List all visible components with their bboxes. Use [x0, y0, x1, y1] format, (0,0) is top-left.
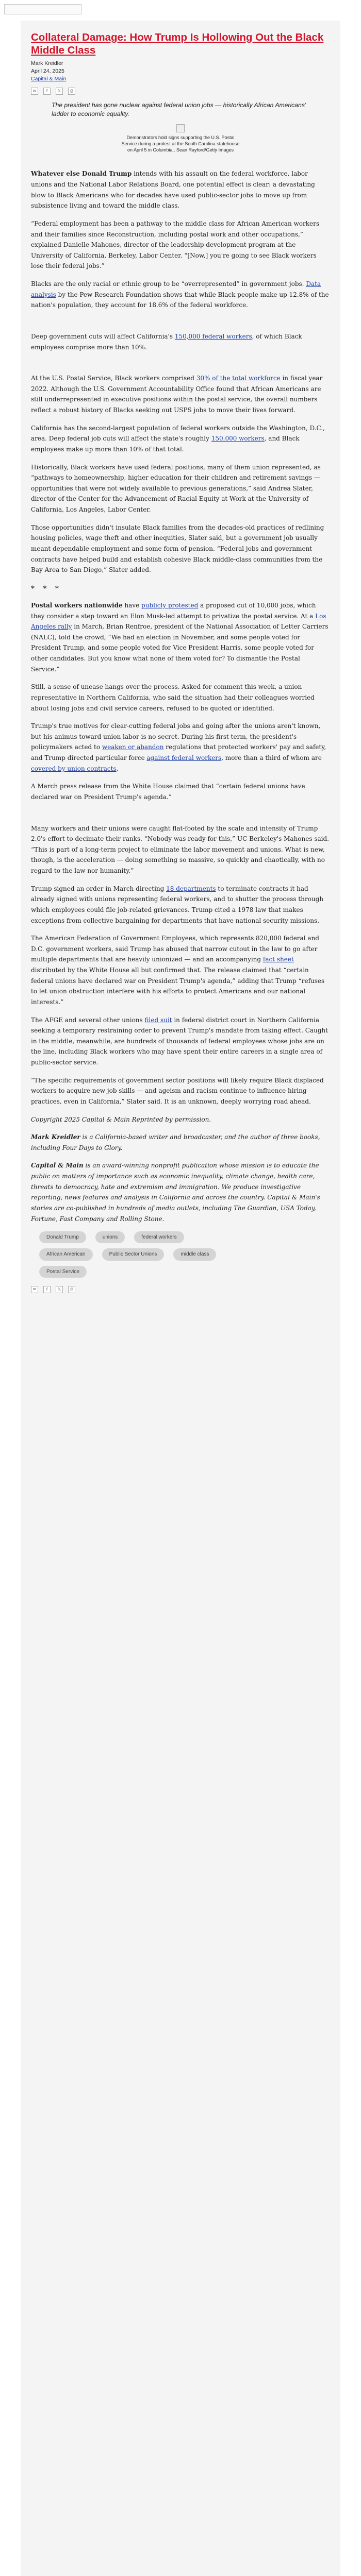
- article-card: [21, 21, 340, 2576]
- copyright-text: Copyright 2025 Capital & Main Reprinted by permission.: [31, 1115, 211, 1123]
- paragraph-6: [31, 423, 330, 455]
- los-angeles-rally-link[interactable]: Los Angeles rally: [31, 612, 326, 631]
- share-email-icon[interactable]: ✉: [31, 88, 38, 95]
- paragraph-14-text-a: Trump signed an order in March directing: [31, 885, 167, 892]
- paragraph-6-text-b: , and Black employees make up more than 10% of that total.: [31, 435, 300, 453]
- share-print-icon[interactable]: ⎙: [68, 88, 75, 95]
- paragraph-11-text-d: .: [116, 765, 119, 772]
- tag-item[interactable]: federal workers: [134, 1231, 184, 1243]
- photo-caption: Demonstrators hold signs supporting the U.S. Postal Service during a protest at the South Carolina statehouse on April 5 in Columbia.. Sean Rayford/Getty Images: [121, 135, 240, 153]
- article-photo: [176, 124, 185, 132]
- workforce-share-link[interactable]: 30% of the total workforce: [196, 375, 281, 382]
- tag-item[interactable]: Postal Service: [39, 1266, 87, 1278]
- share-row-bottom: [31, 1286, 330, 1293]
- author-bio: [31, 1132, 330, 1153]
- paragraph-12: A March press release from the White House claimed that “certain federal unions have declared war on President Trump's agenda.”: [31, 783, 305, 801]
- weaken-or-abandon-link[interactable]: weaken or abandon: [102, 743, 164, 751]
- paragraph-1-text: intends with his assault on the federal workforce, labor unions and the National Labor Relations Board, one potential effect is clear: a devastating blow to Black Americans who for decades have used public-sector jobs to move up from subsistence living and toward the middle class.: [31, 170, 315, 210]
- article-author: Mark Kreidler: [31, 60, 63, 66]
- paragraph-2: “Federal employment has been a pathway to the middle class for African American workers and their families since Reconstruction, including postal work and other occupations,” explained Danielle Mahones, director of the leadership development program at the University of California, Berkeley, Labor Center. “[Now,] you're going to see Black workers lose their federal jobs.”: [31, 219, 319, 270]
- paragraph-10: Still, a sense of unease hangs over the process. Asked for comment this week, a union representative in Northern California, who said the situation had their colleagues worried about losing jobs and civil service careers, refused to be quoted or identified.: [31, 683, 315, 712]
- section-separator: * * *: [31, 584, 62, 593]
- share-row-top: [31, 88, 330, 95]
- publicly-protested-link[interactable]: publicly protested: [141, 601, 199, 609]
- paragraph-11-text-a: Trump's true motives for clear-cutting federal jobs and going after the unions aren't known, but his animus toward union labor is no secret. During his first term, the president's policymakers acted to: [31, 722, 321, 751]
- paragraph-9: [31, 600, 330, 674]
- california-workers-link[interactable]: 150,000 workers: [211, 435, 265, 443]
- share-twitter-icon[interactable]: 𝕏: [56, 88, 63, 95]
- share-email-icon[interactable]: ✉: [31, 1286, 38, 1293]
- paragraph-8: Those opportunities didn't insulate Black families from the decades-old practices of redlining housing policies, wage theft and other inequities, Slater said, but a government job usually meant dependable employment and some form of pension. “Federal jobs and government contracts have helped build and establish cohesive Black middle-class communities from the Bay Area to San Diego,” Slater added.: [31, 523, 324, 574]
- paragraph-5: [31, 373, 330, 416]
- share-twitter-icon[interactable]: 𝕏: [56, 1286, 63, 1293]
- paragraph-11: [31, 721, 330, 774]
- paragraph-9-text-c: in March, Brian Renfroe, president of the National Association of Letter Carriers (NALC), told the crowd, “We had an election in November, and some people voted for President Trump, and some people voted for Vice President Harris, some people voted for other candidates. But you know what none of them voted for? To dismantle the Postal Service.”: [31, 623, 329, 673]
- author-bio-text: is a California-based writer and broadcaster, and the author of three books, including Four Days to Glory.: [31, 1133, 320, 1151]
- tag-item[interactable]: middle class: [173, 1248, 216, 1260]
- paragraph-17: “The specific requirements of government sector positions will likely require Black displaced workers to acquire new job skills — and ageism and racism continue to influence hiring practices, even in California,” Slater said. It is an unknown, deeply worrying road ahead.: [31, 1076, 324, 1105]
- article-date: April 24, 2025: [31, 68, 64, 75]
- share-print-icon[interactable]: ⎙: [68, 1286, 75, 1293]
- paragraph-14-text-b: to terminate contracts it had already signed with unions representing federal workers, and to shutter the process through which employees could file job-related grievances. Trump cited a 1978 law that makes exceptions from collective bargaining for departments that have national security missions.: [31, 885, 324, 924]
- paragraph-14: [31, 884, 330, 926]
- paragraph-15-text-a: The American Federation of Government Employees, which represents 820,000 federal and D.C. government workers, said Trump has abused that narrow cutout in the law to go after multiple departments that are heavily unionized — and an accompanying: [31, 935, 319, 963]
- paragraph-3-text-b: by the Pew Research Foundation shows that while Black people make up 12.8% of the nation's population, they account for 18.6% of the federal workforce.: [31, 291, 329, 309]
- article-figure: [119, 124, 242, 153]
- paragraph-4-text-b: , of which Black employees comprise more than 10%.: [31, 332, 302, 351]
- paragraph-7: Historically, Black workers have used federal positions, many of them union represented, as “pathways to homeownership, higher education for their children and retirement savings — opportunities that were not widely available to previous generations,” said Andrea Slater, director of the Center for the Advancement of Racial Equity at Work at the University of California, Los Angeles, Labor Center.: [31, 463, 321, 514]
- against-federal-workers-link[interactable]: against federal workers: [146, 754, 222, 762]
- tag-item[interactable]: Public Sector Unions: [102, 1248, 165, 1260]
- copyright-note: [31, 1114, 330, 1125]
- paragraph-6-text-a: California has the second-largest population of federal workers outside the Washington, D.C., area. Deep federal job cuts will affect the state's roughly: [31, 424, 325, 443]
- paragraph-1-lead: Whatever else Donald Trump: [31, 170, 132, 178]
- paragraph-16-text-a: The AFGE and several other unions: [31, 1016, 145, 1024]
- article-outlet-link[interactable]: Capital & Main: [31, 76, 67, 82]
- tag-item[interactable]: unions: [95, 1231, 125, 1243]
- share-facebook-icon[interactable]: f: [43, 1286, 51, 1293]
- tag-item[interactable]: African American: [39, 1248, 93, 1260]
- federal-workers-link[interactable]: 150,000 federal workers: [174, 332, 252, 340]
- tag-item[interactable]: Donald Trump: [39, 1231, 86, 1243]
- fact-sheet-link[interactable]: fact sheet: [262, 956, 294, 963]
- paragraph-15-text-b: distributed by the White House all but confirmed that. The release claimed that “certain federal unions have declared war on President Trump's agenda,” adding that Trump “refuses to let union obstruction interfere with his efforts to protect Americans and our national interests.”: [31, 967, 325, 1006]
- paragraph-3: [31, 279, 330, 311]
- outlet-about-text: is an award-winning nonprofit publication whose mission is to educate the public on matters of importance such as economic inequality, climate change, health care, threats to democracy, hate and extremism and immigration. We produce investigative reporting, news features and analysis in California and across the country. Capital & Main's stories are co-published in hundreds of media outlets, including The Guardian, USA Today, Fortune, Fast Company and Rolling Stone.: [31, 1162, 320, 1223]
- filed-suit-link[interactable]: filed suit: [144, 1016, 172, 1024]
- paragraph-11-text-c: , more than a third of whom are: [221, 754, 322, 762]
- paragraph-9-text-b: a proposed cut of 10,000 jobs, which they consider a step toward an Elon Musk-led attempt to privatize the postal service. At a: [31, 601, 316, 620]
- paragraph-16: [31, 1015, 330, 1068]
- paragraph-13: Many workers and their unions were caught flat-footed by the scale and intensity of Trump 2.0's effort to decimate their ranks. “Nobody was ready for this,” UC Berkeley's Mahones said. “This is part of a long-term project to eliminate the labor movement and unions. What is new, though, is the acceleration — doing something so massive, so quickly and chaotically, with no regard to the law nor humanity.”: [31, 824, 329, 875]
- paragraph-3-text-a: Blacks are the only racial or ethnic group to be “overrepresented” in government jobs.: [31, 280, 306, 288]
- article-meta: [31, 60, 330, 83]
- paragraph-15: [31, 933, 330, 1007]
- paragraph-1: [31, 168, 330, 211]
- tag-list: [39, 1231, 225, 1278]
- paragraph-16-text-b: in federal district court in Northern California seeking a temporary restraining order to prevent Trump's mandate from taking effect. Caught in the middle, meanwhile, are hundreds of thousands of federal employees whose jobs are on the line, including Black workers who may have spent their entire careers in a single area of public-sector service.: [31, 1016, 329, 1066]
- share-facebook-icon[interactable]: f: [43, 88, 51, 95]
- union-contracts-link[interactable]: covered by union contracts: [31, 765, 117, 772]
- paragraph-4: [31, 331, 330, 352]
- article-title[interactable]: Collateral Damage: How Trump Is Hollowing Out the Black Middle Class: [31, 31, 324, 56]
- outlet-about-name: Capital & Main: [31, 1162, 84, 1170]
- paragraph-9-lead: Postal workers nationwide: [31, 601, 123, 609]
- paragraph-9-text-a: have: [122, 601, 142, 609]
- data-analysis-link[interactable]: Data analysis: [31, 280, 321, 298]
- paragraph-11-text-b: regulations that protected workers' pay and safety, and Trump directed particular force: [31, 743, 326, 762]
- paragraph-5-text-b: in fiscal year 2022. Although the U.S. Government Accountability Office found that African Americans are still underrepresented in executive positions within the postal service, the overall numbers reflect a robust history of Blacks seeking out USPS jobs to move their lives forward.: [31, 375, 323, 414]
- article-lede: The president has gone nuclear against federal union jobs — historically African Americans' ladder to economic equality.: [52, 101, 306, 118]
- outlet-about: [31, 1160, 330, 1224]
- paragraph-4-text-a: Deep government cuts will affect California's: [31, 332, 175, 340]
- eighteen-departments-link[interactable]: 18 departments: [166, 885, 216, 892]
- paragraph-5-text-a: At the U.S. Postal Service, Black workers comprised: [31, 375, 196, 382]
- newsletter-logo[interactable]: [4, 4, 81, 14]
- author-bio-name: Mark Kreidler: [31, 1133, 80, 1141]
